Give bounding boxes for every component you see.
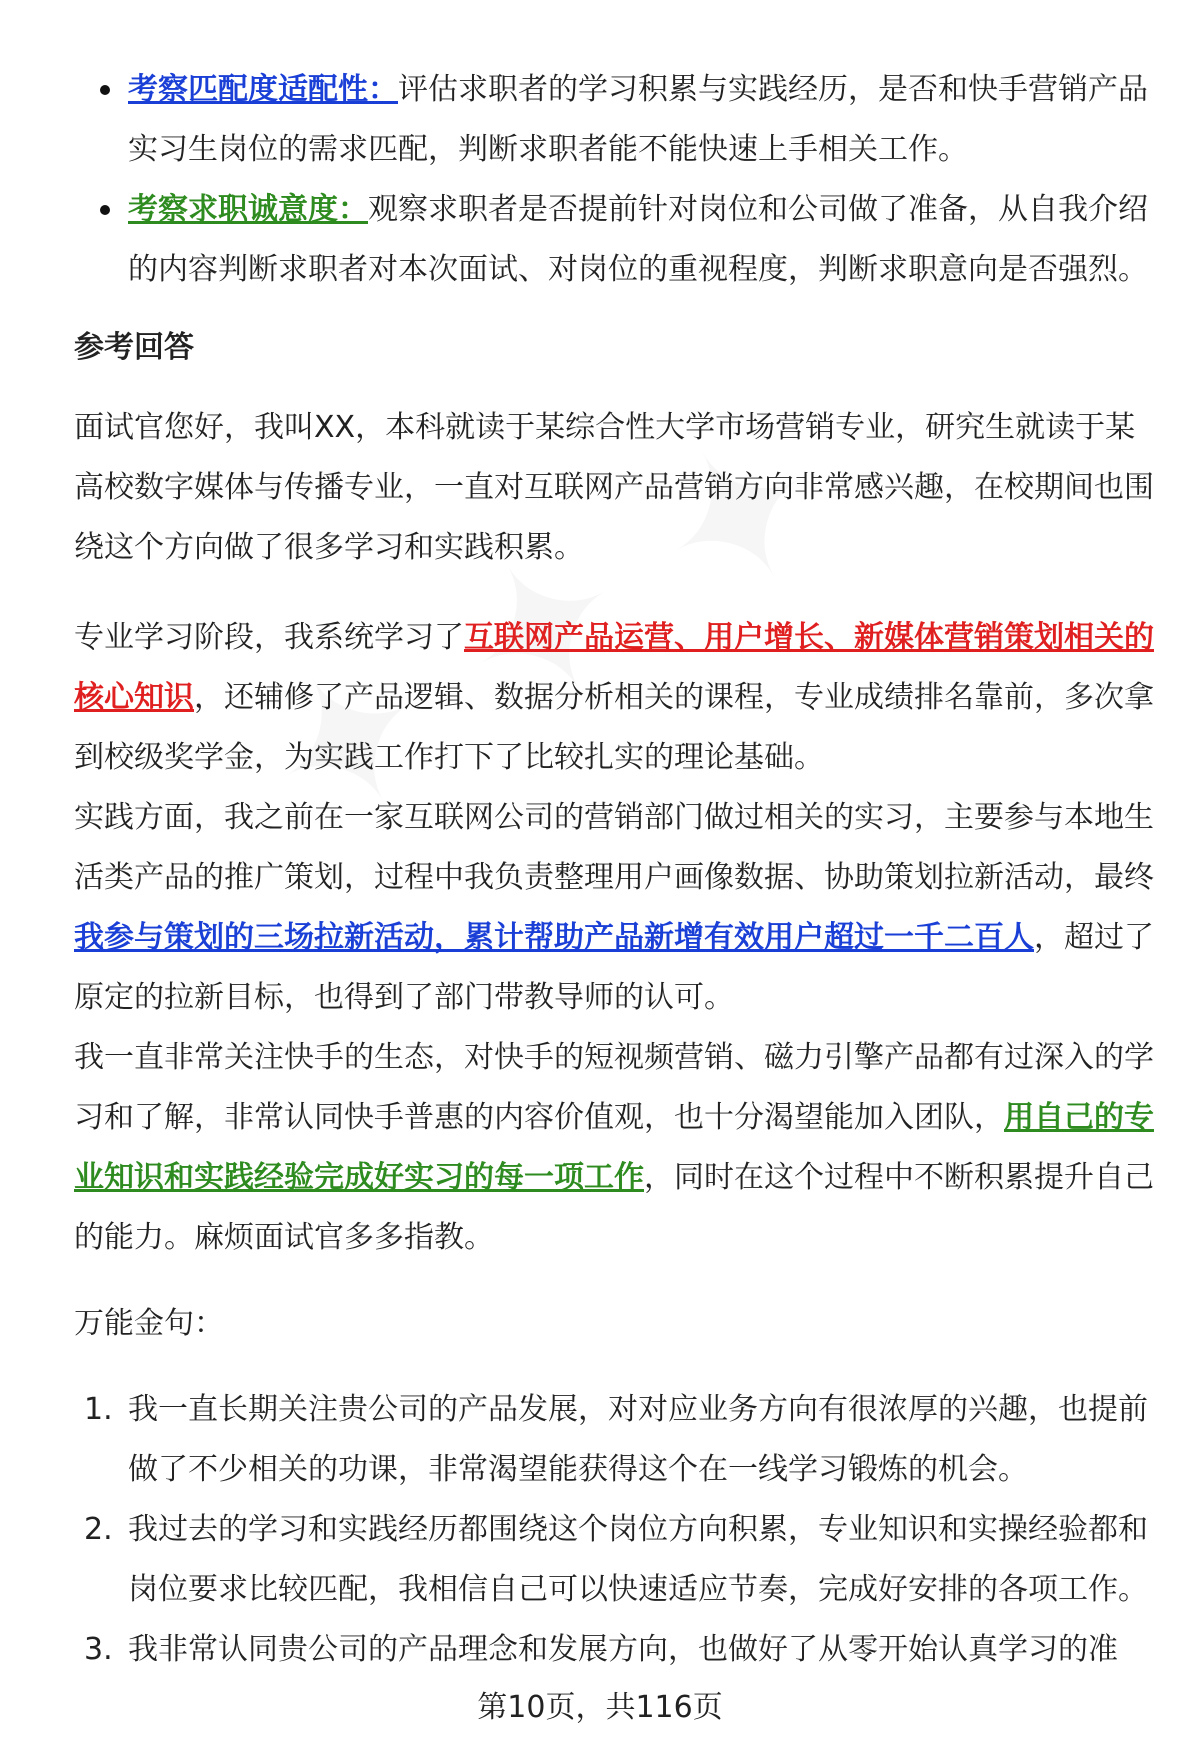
list-item — [74, 60, 1154, 180]
section-heading: 参考回答 — [74, 330, 194, 365]
list-number: 3. — [84, 1632, 113, 1667]
list-item-text: 我过去的学习和实践经历都围绕这个岗位方向积累，专业知识和实操经验都和岗位要求比较匹配，我相信自己可以快速适应节奏，完成好安排的各项工作。 — [128, 1512, 1148, 1607]
page-footer: 第10页，共116页 — [477, 1690, 723, 1725]
paragraph-text: ，同时在这个过程中不断积累提升自己的能力。麻烦面试官多多指教。 — [74, 1160, 1154, 1255]
bullet-dot-icon — [100, 205, 110, 215]
list-item — [74, 1500, 1154, 1620]
answer-paragraph-1: 面试官您好，我叫XX，本科就读于某综合性大学市场营销专业，研究生就读于某高校数字媒体与传播专业，一直对互联网产品营销方向非常感兴趣，在校期间也围绕这个方向做了很多学习和实践积累。 — [74, 410, 1154, 565]
golden-sentences-label: 万能金句： — [74, 1306, 224, 1341]
criteria-text: 评估求职者的学习积累与实践经历，是否和快手营销产品实习生岗位的需求匹配，判断求职者能不能快速上手相关工作。 — [128, 72, 1148, 167]
bullet-dot-icon — [100, 85, 110, 95]
list-item-text: 我非常认同贵公司的产品理念和发展方向，也做好了从零开始认真学习的准 — [128, 1632, 1118, 1667]
highlight-text: 我参与策划的三场拉新活动，累计帮助产品新增有效用户超过一千二百人 — [74, 920, 1034, 955]
list-number: 1. — [84, 1392, 113, 1427]
criteria-label: 考察求职诚意度： — [128, 192, 368, 227]
list-item — [74, 1380, 1154, 1500]
golden-sentences-list — [74, 1380, 1154, 1680]
list-item — [74, 1620, 1154, 1680]
paragraph-text: 专业学习阶段，我系统学习了 — [74, 620, 464, 655]
paragraph-text: ，还辅修了产品逻辑、数据分析相关的课程，专业成绩排名靠前，多次拿到校级奖学金，为实践工作打下了比较扎实的理论基础。 — [74, 680, 1154, 775]
criteria-list — [74, 60, 1154, 300]
criteria-label: 考察匹配度适配性： — [128, 72, 398, 107]
paragraph-text: ，超过了原定的拉新目标，也得到了部门带教导师的认可。 — [74, 920, 1154, 1015]
answer-paragraph-4 — [74, 1028, 1154, 1268]
list-item — [74, 180, 1154, 300]
answer-paragraph-3 — [74, 788, 1154, 1028]
list-item-text: 我一直长期关注贵公司的产品发展，对对应业务方向有很浓厚的兴趣，也提前做了不少相关的功课，非常渴望能获得这个在一线学习锻炼的机会。 — [128, 1392, 1148, 1487]
paragraph-text: 实践方面，我之前在一家互联网公司的营销部门做过相关的实习，主要参与本地生活类产品的推广策划，过程中我负责整理用户画像数据、协助策划拉新活动，最终 — [74, 800, 1154, 895]
criteria-text: 观察求职者是否提前针对岗位和公司做了准备，从自我介绍的内容判断求职者对本次面试、对岗位的重视程度，判断求职意向是否强烈。 — [128, 192, 1148, 287]
paragraph-text: 我一直非常关注快手的生态，对快手的短视频营销、磁力引擎产品都有过深入的学习和了解，非常认同快手普惠的内容价值观，也十分渴望能加入团队， — [74, 1040, 1154, 1135]
highlight-text: 用自己的专业知识和实践经验完成好实习的每一项工作 — [74, 1100, 1154, 1195]
answer-paragraph-2 — [74, 608, 1154, 788]
list-number: 2. — [84, 1512, 113, 1547]
highlight-text: 互联网产品运营、用户增长、新媒体营销策划相关的核心知识 — [74, 620, 1154, 715]
